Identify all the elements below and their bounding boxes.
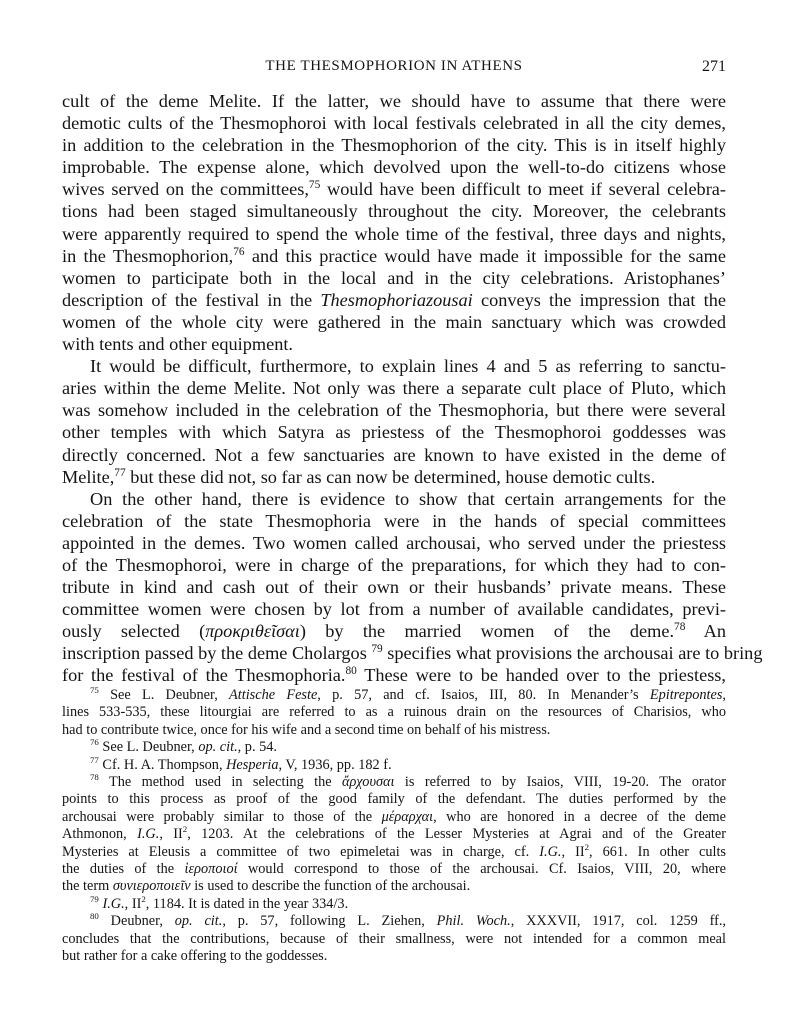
- body-line: women of the whole city were gathered in the main sanctuary which was crowded: [62, 311, 726, 332]
- footnote-line: [62, 878, 726, 895]
- footnote-text: , 1203. At the celebrations of the Lesser Mysteries at Agrai and of the Greater: [187, 826, 726, 843]
- work-title: Epitrepontes: [649, 687, 723, 703]
- page-number: 271: [702, 58, 726, 75]
- footnote-text: is used to describe the function of the archousai.: [190, 878, 471, 895]
- footnote-text: the term: [62, 878, 113, 895]
- footnote-line: [62, 841, 727, 861]
- body-fragment: wives served on the committees,: [62, 179, 309, 200]
- body-fragment: inscription passed by the deme Cholargos: [62, 643, 367, 664]
- citation-abbrev: op. cit.: [174, 913, 223, 930]
- body-line: [62, 642, 763, 664]
- citation-abbrev: I.G.: [137, 826, 160, 843]
- greek-term: προκριθεῖσαι: [205, 621, 300, 642]
- footnote-text: Deubner,: [98, 913, 175, 930]
- body-fragment: These were to be handed over to the priestess,: [356, 665, 726, 686]
- greek-term: μέραρχαι: [381, 808, 434, 825]
- body-line: aries within the deme Melite. Not only was there a separate cult place of Pluto, which: [62, 378, 726, 399]
- footnote-ref-79: 79: [371, 643, 383, 656]
- superscript: 2: [141, 894, 146, 905]
- body-line: [62, 664, 726, 686]
- footnote-text: , XXXVII, 1917, col. 1259 ff.,: [510, 913, 727, 930]
- body-fragment: and this practice would have made it impossible for the same: [244, 245, 726, 266]
- footnote-line: concludes that the contributions, because of their smallness, were not intended for a common meal: [62, 930, 726, 947]
- footnote-text: , who are honored in a decree of the deme: [433, 808, 726, 825]
- superscript: 2: [182, 824, 188, 835]
- footnote-line: [62, 861, 726, 878]
- footnote-line: points to this process as proof of the good family of the defendant. The duties performed by the: [62, 791, 726, 808]
- footnote-77: [62, 754, 726, 774]
- footnote-text: See L. Deubner,: [98, 687, 230, 703]
- footnote-text: The method used in selecting the: [98, 774, 342, 791]
- body-line: women to participate both in the local and in the city celebrations. Aristophanes’: [62, 267, 726, 288]
- footnote-text: , 661. In other cults: [589, 843, 727, 860]
- footnote-number: 77: [90, 754, 99, 765]
- body-line: [62, 620, 726, 642]
- footnote-text: , V, 1936, pp. 182 f.: [278, 756, 392, 773]
- footnote-number: 75: [90, 685, 99, 696]
- body-fragment: would have been difficult to meet if several celebra-: [320, 179, 726, 200]
- footnote-number: 76: [90, 737, 99, 748]
- body-line: [62, 178, 726, 200]
- footnote-text: , p. 57, and cf. Isaios, III, 80. In Menander’s: [317, 687, 650, 703]
- body-line: committee women were chosen by lot from a number of available candidates, previ-: [62, 599, 726, 620]
- running-header: [62, 58, 726, 80]
- greek-term: συνιεροποιεῖν: [112, 878, 191, 895]
- body-line: with tents and other equipment.: [62, 334, 294, 355]
- footnote-text: , II: [159, 826, 183, 843]
- footnote-text: ,: [722, 687, 726, 703]
- body-fragment: in the Thesmophorion,: [62, 245, 234, 266]
- footnote-number: 80: [90, 911, 99, 922]
- body-fragment: conveys the impression that the: [472, 289, 726, 310]
- footnote-text: , II: [561, 843, 585, 860]
- footnote-number: 79: [90, 894, 99, 905]
- footnote-text: , p. 57, following L. Ziehen,: [222, 913, 437, 930]
- work-title: Phil. Woch.: [436, 913, 511, 930]
- footnote-text: Athmonon,: [62, 826, 138, 843]
- body-line: [62, 466, 726, 488]
- footnote-line: but rather for a cake offering to the goddesses.: [62, 948, 328, 965]
- body-line: On the other hand, there is evidence to show that certain arrangements for the: [90, 488, 726, 509]
- greek-term: ἄρχουσαι: [341, 774, 395, 791]
- body-fragment: specifies what provisions the archousai are to bring: [382, 643, 763, 664]
- citation-abbrev: I.G.: [539, 843, 562, 860]
- footnote-text: archousai were probably similar to those of the: [62, 808, 382, 825]
- body-line: directly concerned. Not a few sanctuaries are known to have existed in the deme of: [62, 444, 726, 465]
- body-line: It would be difficult, furthermore, to explain lines 4 and 5 as referring to sanctu-: [90, 356, 726, 377]
- footnote-line: [62, 809, 726, 826]
- body-fragment: ously selected (: [62, 621, 206, 642]
- body-fragment: ) by the married women of the deme.: [299, 621, 675, 642]
- body-line: demotic cults of the Thesmophoroi with local festivals celebrated in all the city demes,: [62, 113, 726, 134]
- work-title: Hesperia: [226, 756, 279, 773]
- footnote-text: the duties of the: [62, 861, 185, 878]
- footnote-79: [62, 896, 726, 913]
- footnote-number: 78: [90, 772, 99, 783]
- body-line: in addition to the celebration in the Thesmophorion of the city. This is in itself highly: [62, 135, 726, 156]
- body-line: was somehow included in the celebration of the Thesmophoria, but there were several: [62, 400, 726, 421]
- work-title: Attische Feste: [229, 687, 318, 703]
- footnote-text: is referred to by Isaios, VIII, 19-20. The orator: [394, 774, 726, 791]
- footnote-line: [62, 826, 726, 843]
- body-fragment: An: [685, 621, 727, 642]
- body-line: cult of the deme Melite. If the latter, we should have to assume that there were: [62, 91, 726, 111]
- body-fragment: for the festival of the Thesmophoria.: [62, 665, 346, 686]
- body-line: improbable. The expense alone, which devolved upon the well-to-do citizens whose: [62, 157, 726, 178]
- footnote-text: Cf. H. A. Thompson,: [98, 756, 227, 773]
- footnote-76: [62, 739, 726, 756]
- footnote-line: had to contribute twice, once for his wife and a second time on behalf of his mistress.: [62, 721, 551, 738]
- body-line: were apparently required to spend the whole time of the festival, three days and nights,: [62, 223, 726, 244]
- greek-term: ἱεροποιοί: [184, 861, 238, 878]
- body-line: other temples with which Satyra as priestess of the Thesmophoroi goddesses was: [62, 422, 726, 443]
- footnote-line: lines 533-535, these litourgiai are referred to as a ruinous drain on the resources of Charisios, who: [62, 704, 726, 721]
- footnote-78: [62, 774, 726, 791]
- body-line: [62, 289, 726, 311]
- body-line: appointed in the demes. Two women called archousai, who served under the priestess: [62, 532, 726, 553]
- footnote-75: [62, 687, 726, 704]
- running-title: THE THESMOPHORION IN ATHENS: [265, 58, 523, 74]
- footnote-80: [62, 913, 726, 930]
- body-line: of the Thesmophoroi, were in charge of the preparations, for which they had to con-: [62, 554, 726, 575]
- footnote-text: , 1184. It is dated in the year 334/3.: [145, 895, 349, 912]
- work-title: Thesmophoriazousai: [320, 289, 473, 310]
- body-fragment: description of the festival in the: [62, 289, 313, 310]
- footnote-ref-76: 76: [233, 245, 245, 258]
- body-line: tribute in kind and cash out of their own or their husbands’ private means. These: [62, 577, 726, 598]
- superscript: 2: [584, 841, 590, 852]
- footnote-text: would correspond to those of the archousai. Cf. Isaios, VIII, 20, where: [237, 861, 727, 878]
- footnote-ref-78: 78: [674, 621, 686, 634]
- citation-abbrev: op. cit.: [198, 739, 238, 756]
- footnote-text: See L. Deubner,: [98, 739, 199, 756]
- body-line: [62, 245, 726, 267]
- footnote-ref-80: 80: [345, 665, 357, 678]
- footnotes: [62, 687, 726, 966]
- body-line: tions had been staged simultaneously throughout the city. Moreover, the celebrants: [62, 201, 726, 222]
- footnote-text: , p. 54.: [237, 739, 277, 756]
- footnote-ref-77: 77: [114, 466, 126, 479]
- body-fragment: but these did not, so far as can now be determined, house demotic cults.: [125, 466, 656, 487]
- body-fragment: Melite,: [62, 466, 115, 487]
- footnote-text: , II: [124, 895, 142, 912]
- body-line: celebration of the state Thesmophoria were in the hands of special committees: [62, 510, 726, 531]
- footnote-ref-75: 75: [308, 179, 321, 192]
- body-text: [62, 90, 763, 687]
- footnote-text: Mysteries at Eleusis a committee of two epimeletai was in charge, cf.: [62, 843, 540, 860]
- citation-abbrev: I.G.: [102, 895, 125, 912]
